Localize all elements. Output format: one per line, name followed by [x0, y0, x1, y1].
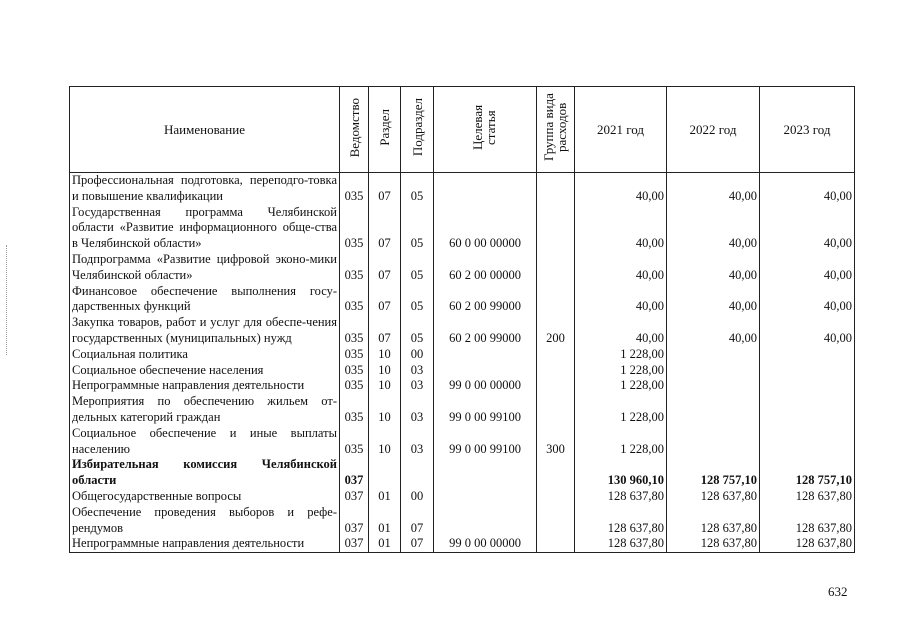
row-value-2023: 40,00	[760, 315, 855, 347]
row-vedomstvo: 035	[340, 394, 369, 426]
row-value-2021: 130 960,10	[575, 457, 667, 489]
table-row	[70, 252, 855, 284]
row-podrazdel: 05	[401, 205, 434, 252]
row-gruppa	[537, 347, 575, 363]
row-gruppa	[537, 284, 575, 316]
row-vedomstvo: 037	[340, 489, 369, 505]
row-gruppa	[537, 205, 575, 252]
row-value-2022: 40,00	[667, 284, 760, 316]
budget-table	[69, 86, 855, 553]
table-header-row	[70, 87, 855, 173]
row-vedomstvo: 035	[340, 378, 369, 394]
row-value-2022: 40,00	[667, 252, 760, 284]
row-value-2022: 40,00	[667, 173, 760, 205]
row-value-2022: 128 637,80	[667, 536, 760, 552]
row-podrazdel: 05	[401, 173, 434, 205]
row-value-2022: 128 757,10	[667, 457, 760, 489]
row-value-2023: 40,00	[760, 173, 855, 205]
row-value-2021: 1 228,00	[575, 347, 667, 363]
row-gruppa	[537, 173, 575, 205]
row-podrazdel: 00	[401, 489, 434, 505]
row-name: Избирательная комиссия Челябинской области	[70, 457, 340, 489]
row-podrazdel: 05	[401, 315, 434, 347]
row-value-2021: 128 637,80	[575, 489, 667, 505]
row-gruppa	[537, 536, 575, 552]
row-razdel	[369, 457, 401, 489]
row-gruppa	[537, 378, 575, 394]
row-name: Социальная политика	[70, 347, 340, 363]
row-name: Обеспечение проведения выборов и рефе-рендумов	[70, 505, 340, 537]
row-gruppa	[537, 489, 575, 505]
row-celevaya-statya: 99 0 00 00000	[434, 536, 537, 552]
row-podrazdel: 05	[401, 284, 434, 316]
row-celevaya-statya	[434, 505, 537, 537]
table-row	[70, 394, 855, 426]
header-year-2023: 2023 год	[760, 87, 855, 173]
row-gruppa	[537, 394, 575, 426]
row-value-2023	[760, 394, 855, 426]
row-razdel: 07	[369, 315, 401, 347]
row-value-2021: 128 637,80	[575, 536, 667, 552]
row-value-2022: 128 637,80	[667, 505, 760, 537]
row-name: Общегосударственные вопросы	[70, 489, 340, 505]
header-celevaya-statya: Целевая статья	[434, 87, 537, 173]
table-row	[70, 205, 855, 252]
row-value-2022: 40,00	[667, 315, 760, 347]
row-celevaya-statya: 60 0 00 00000	[434, 205, 537, 252]
row-value-2021: 1 228,00	[575, 394, 667, 426]
row-gruppa	[537, 363, 575, 379]
row-vedomstvo: 037	[340, 457, 369, 489]
page-number: 632	[828, 584, 848, 599]
row-podrazdel: 03	[401, 394, 434, 426]
row-value-2023: 40,00	[760, 284, 855, 316]
row-value-2022	[667, 426, 760, 458]
table-row	[70, 426, 855, 458]
row-podrazdel: 05	[401, 252, 434, 284]
header-name: Наименование	[70, 87, 340, 173]
row-value-2021: 1 228,00	[575, 378, 667, 394]
row-vedomstvo: 037	[340, 536, 369, 552]
row-vedomstvo: 035	[340, 347, 369, 363]
table-body	[70, 173, 855, 553]
header-gruppa-vida-rashodov: Группа вида расходов	[537, 87, 575, 173]
row-celevaya-statya	[434, 489, 537, 505]
row-vedomstvo: 035	[340, 315, 369, 347]
row-celevaya-statya: 60 2 00 00000	[434, 252, 537, 284]
row-name: Финансовое обеспечение выполнения госу-дарственных функций	[70, 284, 340, 316]
row-name: Подпрограмма «Развитие цифровой эконо-мики Челябинской области»	[70, 252, 340, 284]
row-value-2021: 40,00	[575, 173, 667, 205]
row-podrazdel: 07	[401, 536, 434, 552]
row-podrazdel: 03	[401, 378, 434, 394]
row-gruppa	[537, 252, 575, 284]
row-value-2021: 40,00	[575, 205, 667, 252]
row-podrazdel: 03	[401, 426, 434, 458]
header-podrazdel: Подраздел	[401, 87, 434, 173]
row-vedomstvo: 035	[340, 173, 369, 205]
header-year-2021: 2021 год	[575, 87, 667, 173]
table-row	[70, 363, 855, 379]
row-vedomstvo: 037	[340, 505, 369, 537]
row-razdel: 10	[369, 347, 401, 363]
row-name: Закупка товаров, работ и услуг для обеспе-чения государственных (муниципальных) нужд	[70, 315, 340, 347]
row-name: Социальное обеспечение и иные выплаты населению	[70, 426, 340, 458]
row-value-2023	[760, 363, 855, 379]
row-podrazdel: 07	[401, 505, 434, 537]
row-value-2021: 40,00	[575, 315, 667, 347]
table-row	[70, 489, 855, 505]
row-gruppa	[537, 505, 575, 537]
row-vedomstvo: 035	[340, 205, 369, 252]
row-razdel: 10	[369, 363, 401, 379]
row-name: Непрограммные направления деятельности	[70, 536, 340, 552]
row-name: Профессиональная подготовка, переподго-товка и повышение квалификации	[70, 173, 340, 205]
row-value-2022: 128 637,80	[667, 489, 760, 505]
row-celevaya-statya: 60 2 00 99000	[434, 315, 537, 347]
row-vedomstvo: 035	[340, 252, 369, 284]
row-value-2023: 40,00	[760, 205, 855, 252]
row-vedomstvo: 035	[340, 426, 369, 458]
row-podrazdel: 00	[401, 347, 434, 363]
row-podrazdel: 03	[401, 363, 434, 379]
row-value-2021: 1 228,00	[575, 363, 667, 379]
row-razdel: 07	[369, 284, 401, 316]
table-row	[70, 173, 855, 205]
row-value-2023	[760, 347, 855, 363]
row-razdel: 10	[369, 426, 401, 458]
header-razdel: Раздел	[369, 87, 401, 173]
row-name: Мероприятия по обеспечению жильем от-дельных категорий граждан	[70, 394, 340, 426]
row-celevaya-statya	[434, 457, 537, 489]
row-value-2022	[667, 363, 760, 379]
row-celevaya-statya	[434, 347, 537, 363]
row-value-2023	[760, 426, 855, 458]
row-vedomstvo: 035	[340, 284, 369, 316]
row-value-2022: 40,00	[667, 205, 760, 252]
row-celevaya-statya: 60 2 00 99000	[434, 284, 537, 316]
header-year-2022: 2022 год	[667, 87, 760, 173]
row-value-2023: 40,00	[760, 252, 855, 284]
row-name: Государственная программа Челябинской области «Развитие информационного обще-ства в Челябинской области»	[70, 205, 340, 252]
row-gruppa: 300	[537, 426, 575, 458]
row-name: Социальное обеспечение населения	[70, 363, 340, 379]
table-row	[70, 505, 855, 537]
row-celevaya-statya	[434, 173, 537, 205]
row-razdel: 01	[369, 489, 401, 505]
row-razdel: 07	[369, 173, 401, 205]
row-celevaya-statya: 99 0 00 99100	[434, 426, 537, 458]
row-razdel: 07	[369, 252, 401, 284]
table-row	[70, 315, 855, 347]
row-razdel: 10	[369, 378, 401, 394]
table-row	[70, 378, 855, 394]
row-razdel: 01	[369, 505, 401, 537]
row-razdel: 01	[369, 536, 401, 552]
table-row	[70, 284, 855, 316]
row-value-2021: 40,00	[575, 284, 667, 316]
row-value-2021: 40,00	[575, 252, 667, 284]
header-vedomstvo: Ведомство	[340, 87, 369, 173]
row-value-2023: 128 637,80	[760, 489, 855, 505]
row-razdel: 07	[369, 205, 401, 252]
row-value-2021: 128 637,80	[575, 505, 667, 537]
row-value-2022	[667, 347, 760, 363]
row-value-2023: 128 637,80	[760, 505, 855, 537]
row-value-2021: 1 228,00	[575, 426, 667, 458]
row-vedomstvo: 035	[340, 363, 369, 379]
margin-dotted-line	[6, 245, 7, 355]
row-celevaya-statya: 99 0 00 99100	[434, 394, 537, 426]
row-name: Непрограммные направления деятельности	[70, 378, 340, 394]
row-gruppa	[537, 457, 575, 489]
row-value-2023: 128 637,80	[760, 536, 855, 552]
row-value-2023	[760, 378, 855, 394]
row-razdel: 10	[369, 394, 401, 426]
table-row	[70, 457, 855, 489]
row-value-2022	[667, 394, 760, 426]
table-row	[70, 536, 855, 552]
row-celevaya-statya: 99 0 00 00000	[434, 378, 537, 394]
row-podrazdel	[401, 457, 434, 489]
row-value-2023: 128 757,10	[760, 457, 855, 489]
row-gruppa: 200	[537, 315, 575, 347]
row-value-2022	[667, 378, 760, 394]
table-row	[70, 347, 855, 363]
row-celevaya-statya	[434, 363, 537, 379]
